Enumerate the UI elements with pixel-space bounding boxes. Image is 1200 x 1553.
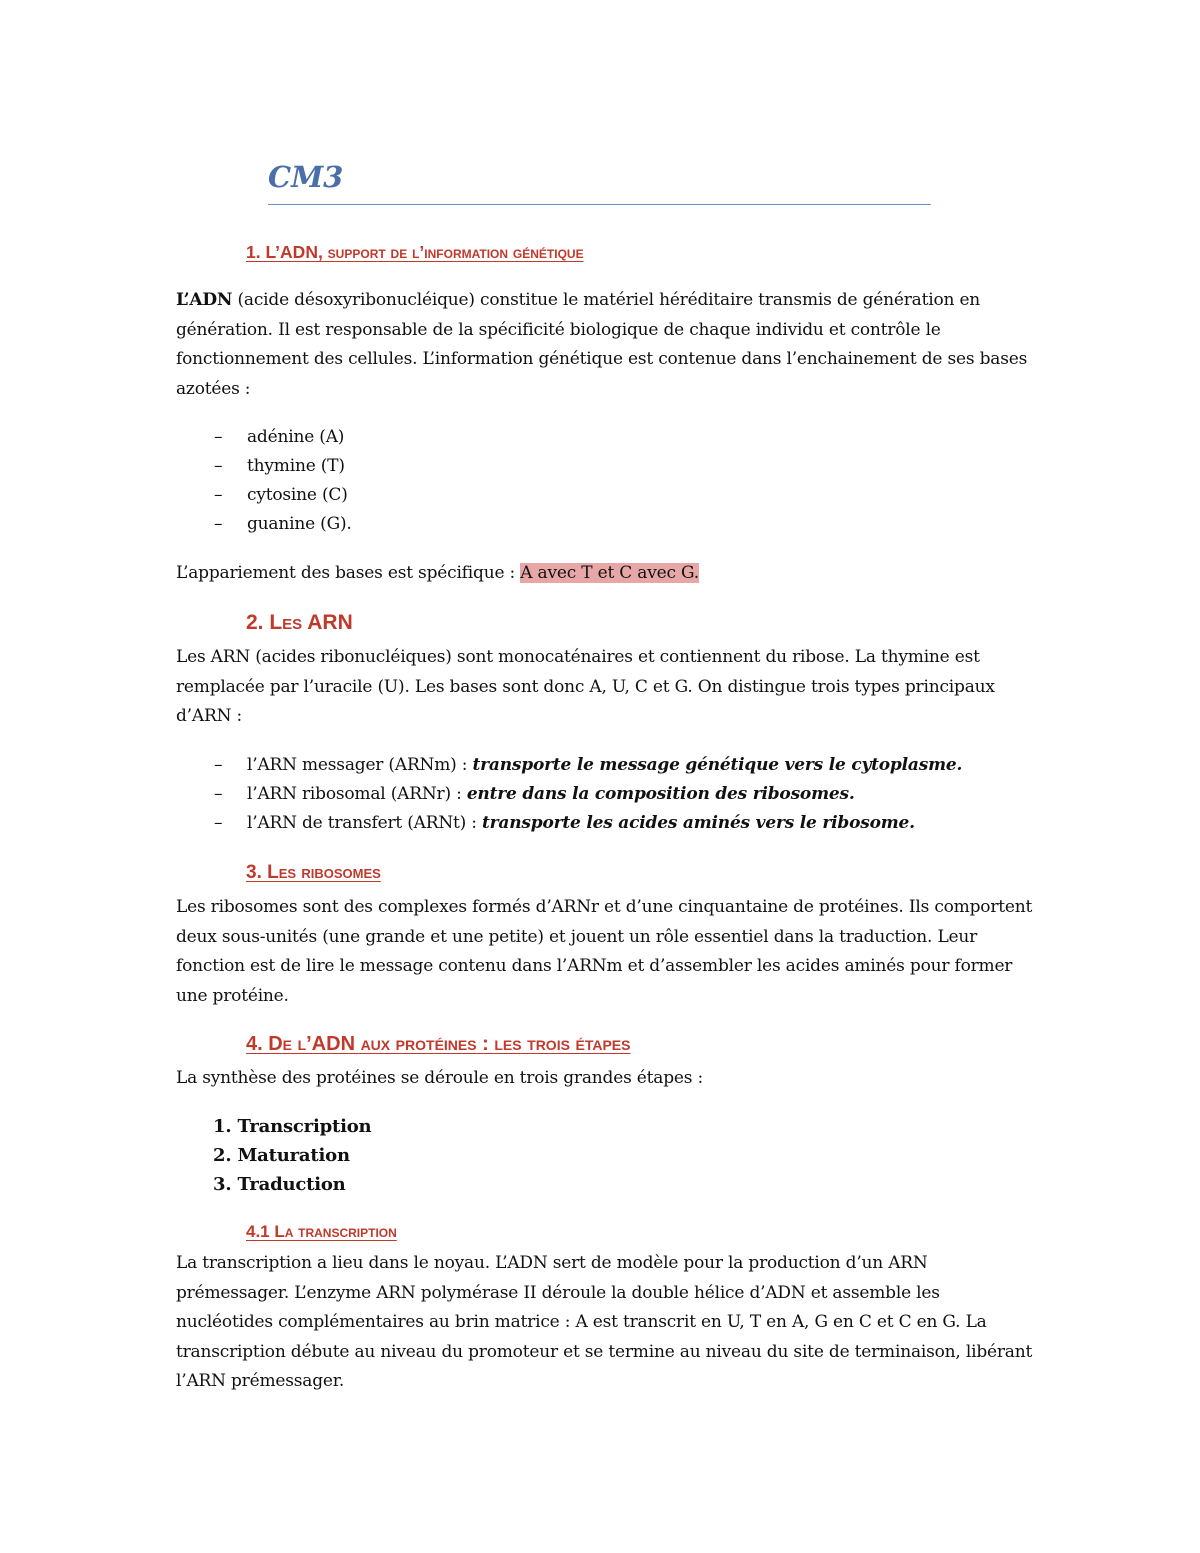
pairing-text: L’appariement des bases est spécifique : <box>176 563 521 583</box>
section-1-intro-text: (acide désoxyribonucléique) constitue le matériel héréditaire transmis de génération en génération. Il est responsable de la spécificité biologique de chaque individu et contrôle le fonctionnement des cellules. L’information génétique est contenue dans l’enchainement de ses bases azotées : <box>176 290 1028 399</box>
arn-type-description: transporte le message génétique vers le cytoplasme. <box>472 755 963 775</box>
arn-types-list <box>214 751 963 838</box>
arn-type-description: entre dans la composition des ribosomes. <box>466 784 855 804</box>
section-4-1-heading: 4.1 La transcription <box>246 1222 397 1241</box>
list-item <box>214 452 352 481</box>
dash-bullet: – <box>214 784 223 804</box>
dash-bullet: – <box>214 427 223 447</box>
dash-bullet: – <box>214 456 223 476</box>
list-item <box>214 751 963 780</box>
arn-type-name: l’ARN de transfert (ARNt) : <box>247 813 483 833</box>
list-item: 1. Transcription <box>213 1116 372 1137</box>
dash-bullet: – <box>214 755 223 775</box>
section-3-text: Les ribosomes sont des complexes formés d’ARNr et d’une cinquantaine de protéines. Ils comportent deux sous-unités (une grande et une petite) et jouent un rôle essentiel dans la traduction. Leur fonction est de lire le message contenu dans l’ARNm et d’assembler les acides aminés pour former une protéine. <box>176 897 1033 1006</box>
list-item <box>214 780 962 809</box>
section-4-1-text: La transcription a lieu dans le noyau. L’ADN sert de modèle pour la production d’un ARN prémessager. L’enzyme ARN polymérase II déroule la double hélice d’ADN et assemble les nucléotides complémentaires au brin matrice : A est transcrit en U, T en A, G en C et C en G. La transcription débute au niveau du promoteur et se termine au niveau du site de terminaison, libérant l’ARN prémessager. <box>176 1253 1033 1391</box>
adn-bold-term: L’ADN <box>176 290 233 310</box>
base-label: guanine (G). <box>247 514 352 534</box>
arn-type-description: transporte les acides aminés vers le ribosome. <box>482 813 915 833</box>
document-title: CM3 <box>268 160 344 194</box>
list-item <box>214 481 352 510</box>
list-item <box>214 510 352 539</box>
title-underline-rule <box>268 204 931 205</box>
dash-bullet: – <box>214 813 223 833</box>
list-item: 3. Traduction <box>213 1174 346 1195</box>
section-2-intro: Les ARN (acides ribonucléiques) sont monocaténaires et contiennent du ribose. La thymine est remplacée par l’uracile (U). Les bases sont donc A, U, C et G. On distingue trois types principaux d’ARN : <box>176 647 995 726</box>
section-4-heading: 4. De l’ADN aux protéines : les trois étapes <box>246 1033 631 1055</box>
section-4-intro: La synthèse des protéines se déroule en trois grandes étapes : <box>176 1068 704 1088</box>
base-label: thymine (T) <box>247 456 345 476</box>
list-item <box>214 423 352 452</box>
section-2-heading: 2. Les ARN <box>246 611 353 634</box>
steps-list <box>213 1112 371 1199</box>
dash-bullet: – <box>214 485 223 505</box>
section-1-heading: 1. L’ADN, support de l’information génétique <box>246 242 584 262</box>
section-1-intro <box>176 286 1036 404</box>
arn-type-name: l’ARN messager (ARNm) : <box>247 755 473 775</box>
list-item <box>214 809 962 838</box>
pairing-sentence <box>176 559 1036 589</box>
dash-bullet: – <box>214 514 223 534</box>
base-label: cytosine (C) <box>247 485 348 505</box>
pairing-highlight: A avec T et C avec G. <box>520 563 700 583</box>
bases-list <box>214 423 352 539</box>
arn-type-name: l’ARN ribosomal (ARNr) : <box>247 784 467 804</box>
base-label: adénine (A) <box>247 427 345 447</box>
list-item: 2. Maturation <box>213 1145 350 1166</box>
section-3-heading: 3. Les ribosomes <box>246 862 381 883</box>
